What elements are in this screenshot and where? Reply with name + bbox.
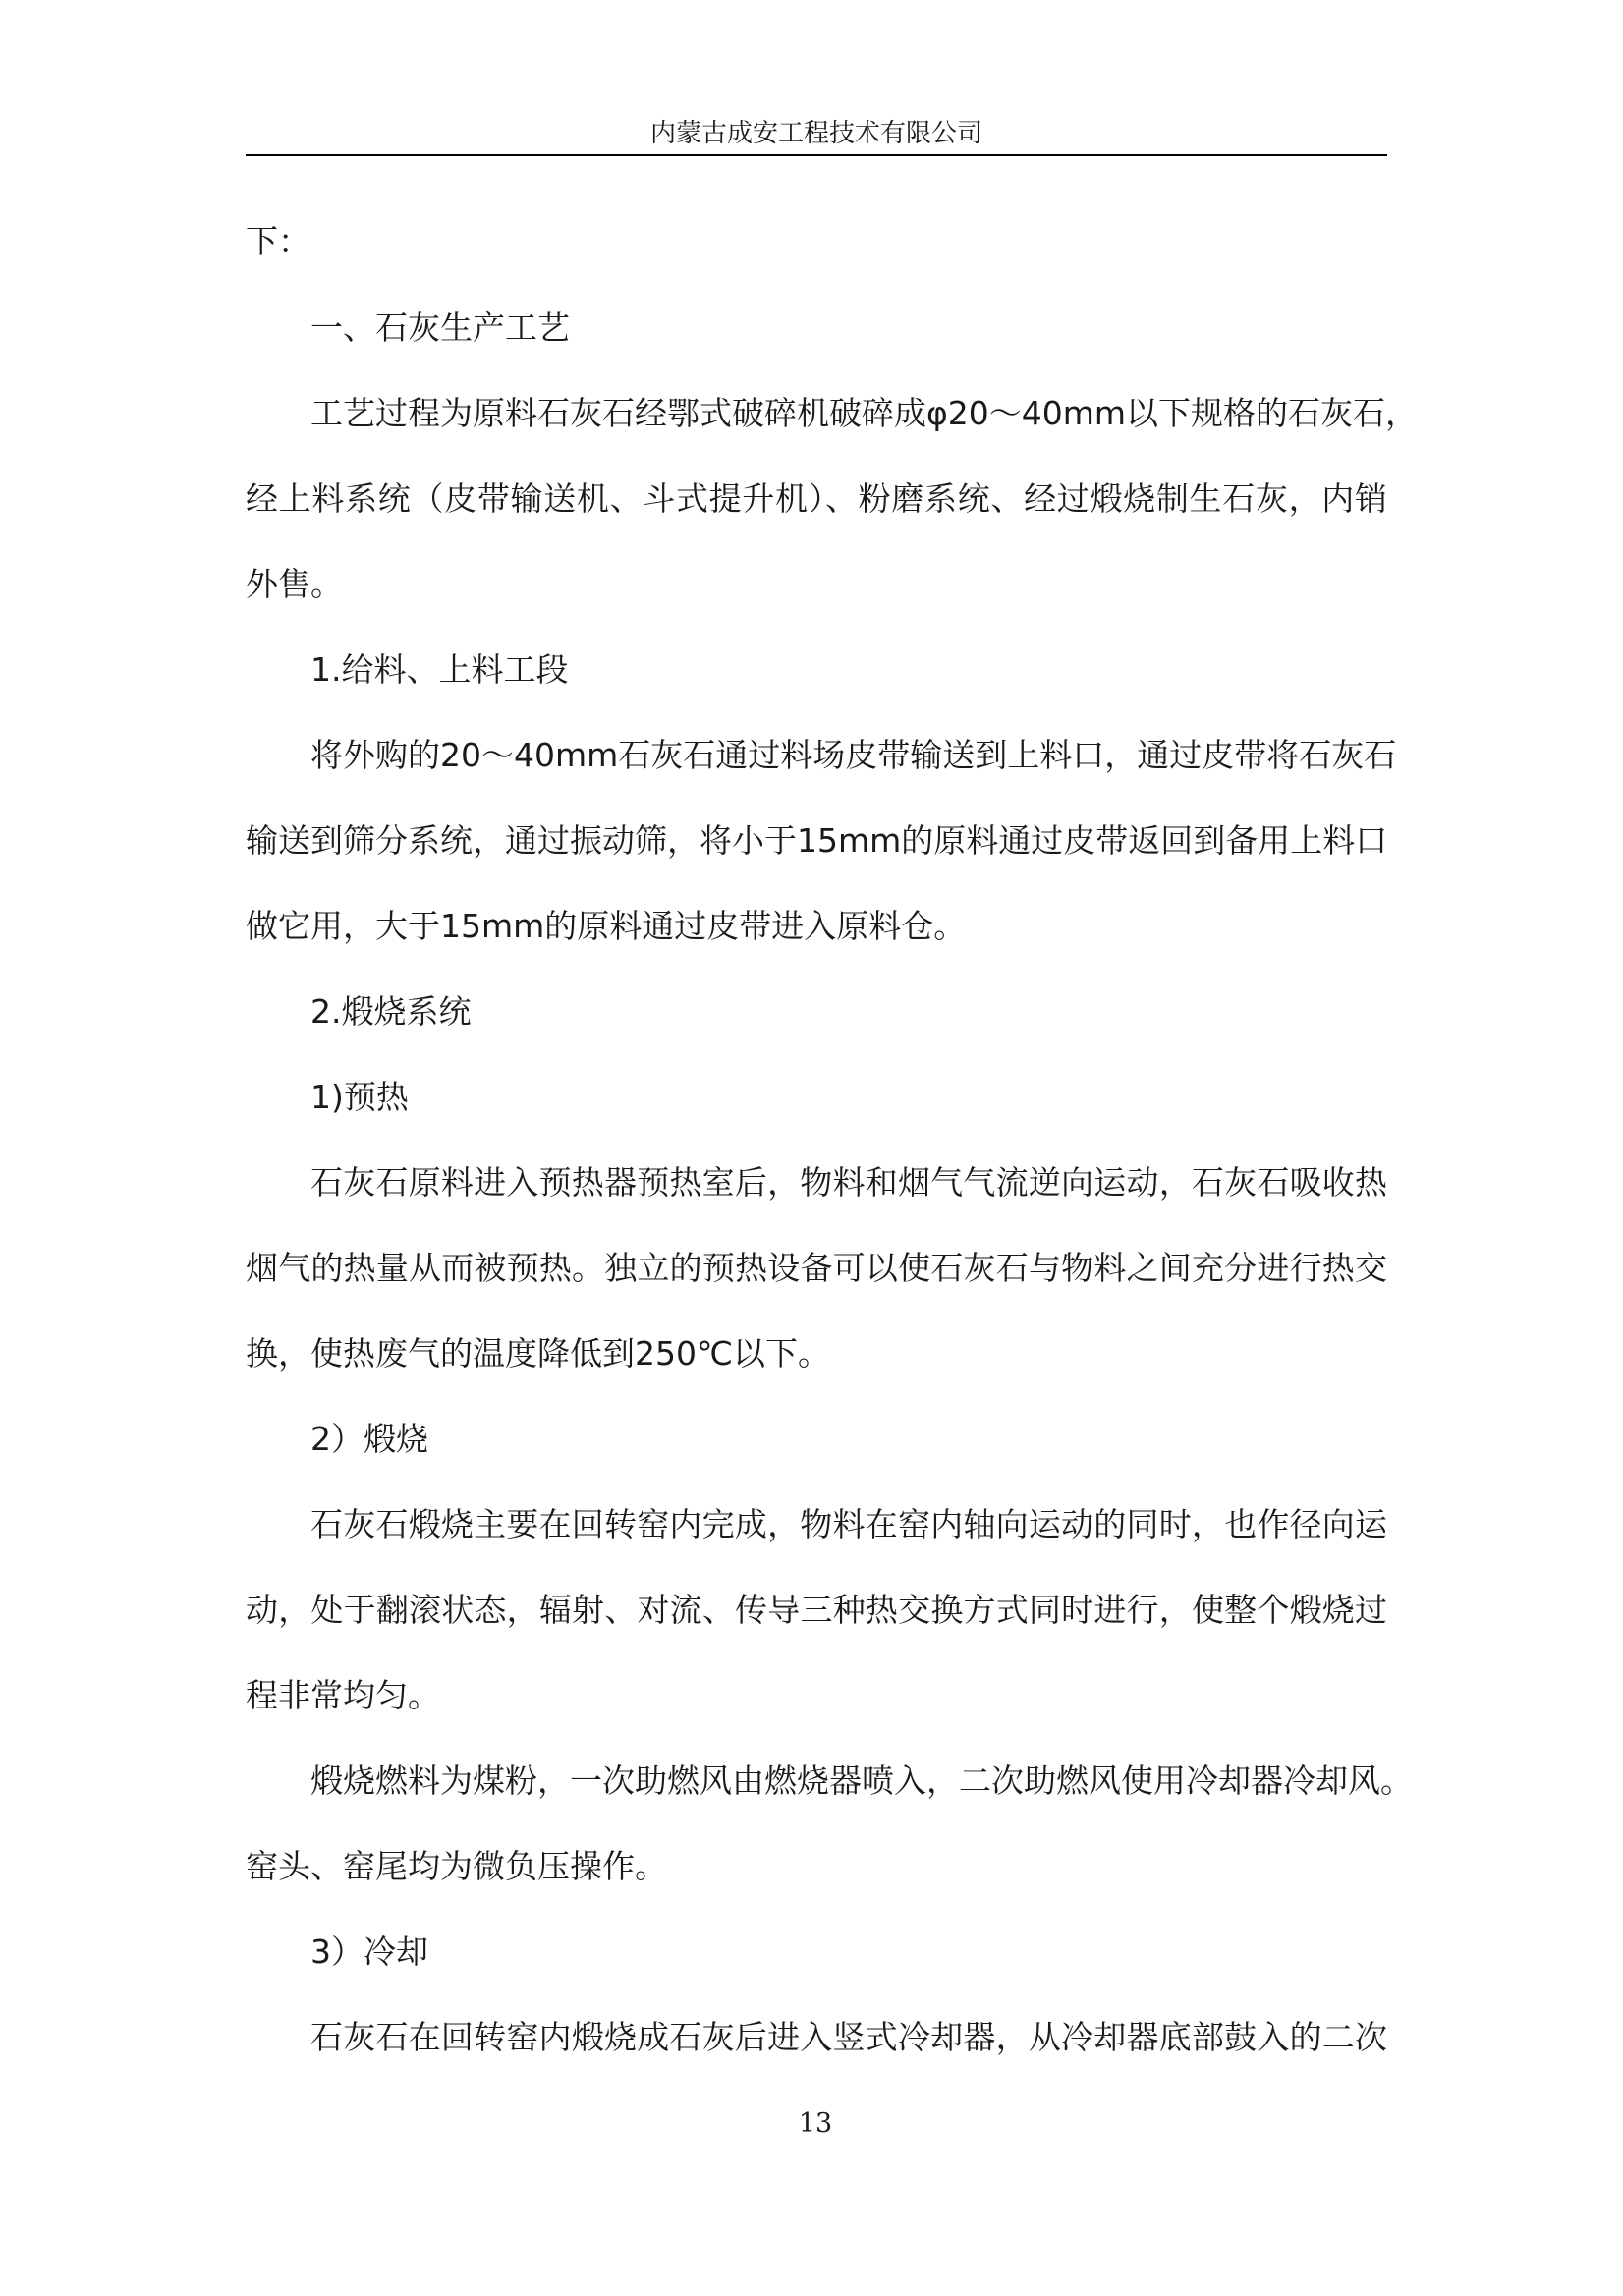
subsection-heading: 1.给料、上料工段	[310, 650, 569, 689]
section-heading: 一、石灰生产工艺	[310, 308, 570, 347]
paragraph-line: 将外购的20～40mm石灰石通过料场皮带输送到上料口，通过皮带将石灰石	[310, 736, 1397, 774]
item-heading: 1)预热	[310, 1078, 409, 1116]
page-header: 内蒙古成安工程技术有限公司	[649, 119, 982, 148]
paragraph-line: 外售。	[246, 565, 343, 603]
paragraph-line: 做它用，大于15mm的原料通过皮带进入原料仓。	[246, 907, 967, 945]
paragraph-line: 石灰石在回转窑内煅烧成石灰后进入竖式冷却器，从冷却器底部鼓入的二次	[310, 2018, 1387, 2056]
paragraph-line: 动，处于翻滚状态，辐射、对流、传导三种热交换方式同时进行，使整个煅烧过	[246, 1591, 1387, 1629]
paragraph-line: 石灰石煅烧主要在回转窑内完成，物料在窑内轴向运动的同时，也作径向运	[310, 1505, 1387, 1543]
item-heading: 3）冷却	[310, 1932, 428, 1971]
paragraph-line: 输送到筛分系统，通过振动筛，将小于15mm的原料通过皮带返回到备用上料口	[246, 821, 1388, 860]
paragraph-line: 石灰石原料进入预热器预热室后，物料和烟气气流逆向运动，石灰石吸收热	[310, 1163, 1387, 1202]
paragraph-line: 工艺过程为原料石灰石经鄂式破碎机破碎成φ20～40mm以下规格的石灰石，	[310, 394, 1419, 432]
paragraph-line: 换，使热废气的温度降低到250℃以下。	[246, 1334, 831, 1372]
paragraph-line: 烟气的热量从而被预热。独立的预热设备可以使石灰石与物料之间充分进行热交	[246, 1249, 1387, 1287]
paragraph-line: 煅烧燃料为煤粉，一次助燃风由燃烧器喷入，二次助燃风使用冷却器冷却风。	[310, 1762, 1413, 1800]
paragraph-line: 下：	[246, 222, 310, 260]
paragraph-line: 经上料系统（皮带输送机、斗式提升机）、粉磨系统、经过煅烧制生石灰，内销	[246, 479, 1387, 518]
subsection-heading: 2.煅烧系统	[310, 992, 472, 1031]
header-divider	[246, 154, 1387, 156]
paragraph-line: 窑头、窑尾均为微负压操作。	[246, 1847, 667, 1885]
paragraph-line: 程非常均匀。	[246, 1676, 440, 1714]
page-number: 13	[798, 2108, 833, 2139]
item-heading: 2）煅烧	[310, 1420, 428, 1458]
